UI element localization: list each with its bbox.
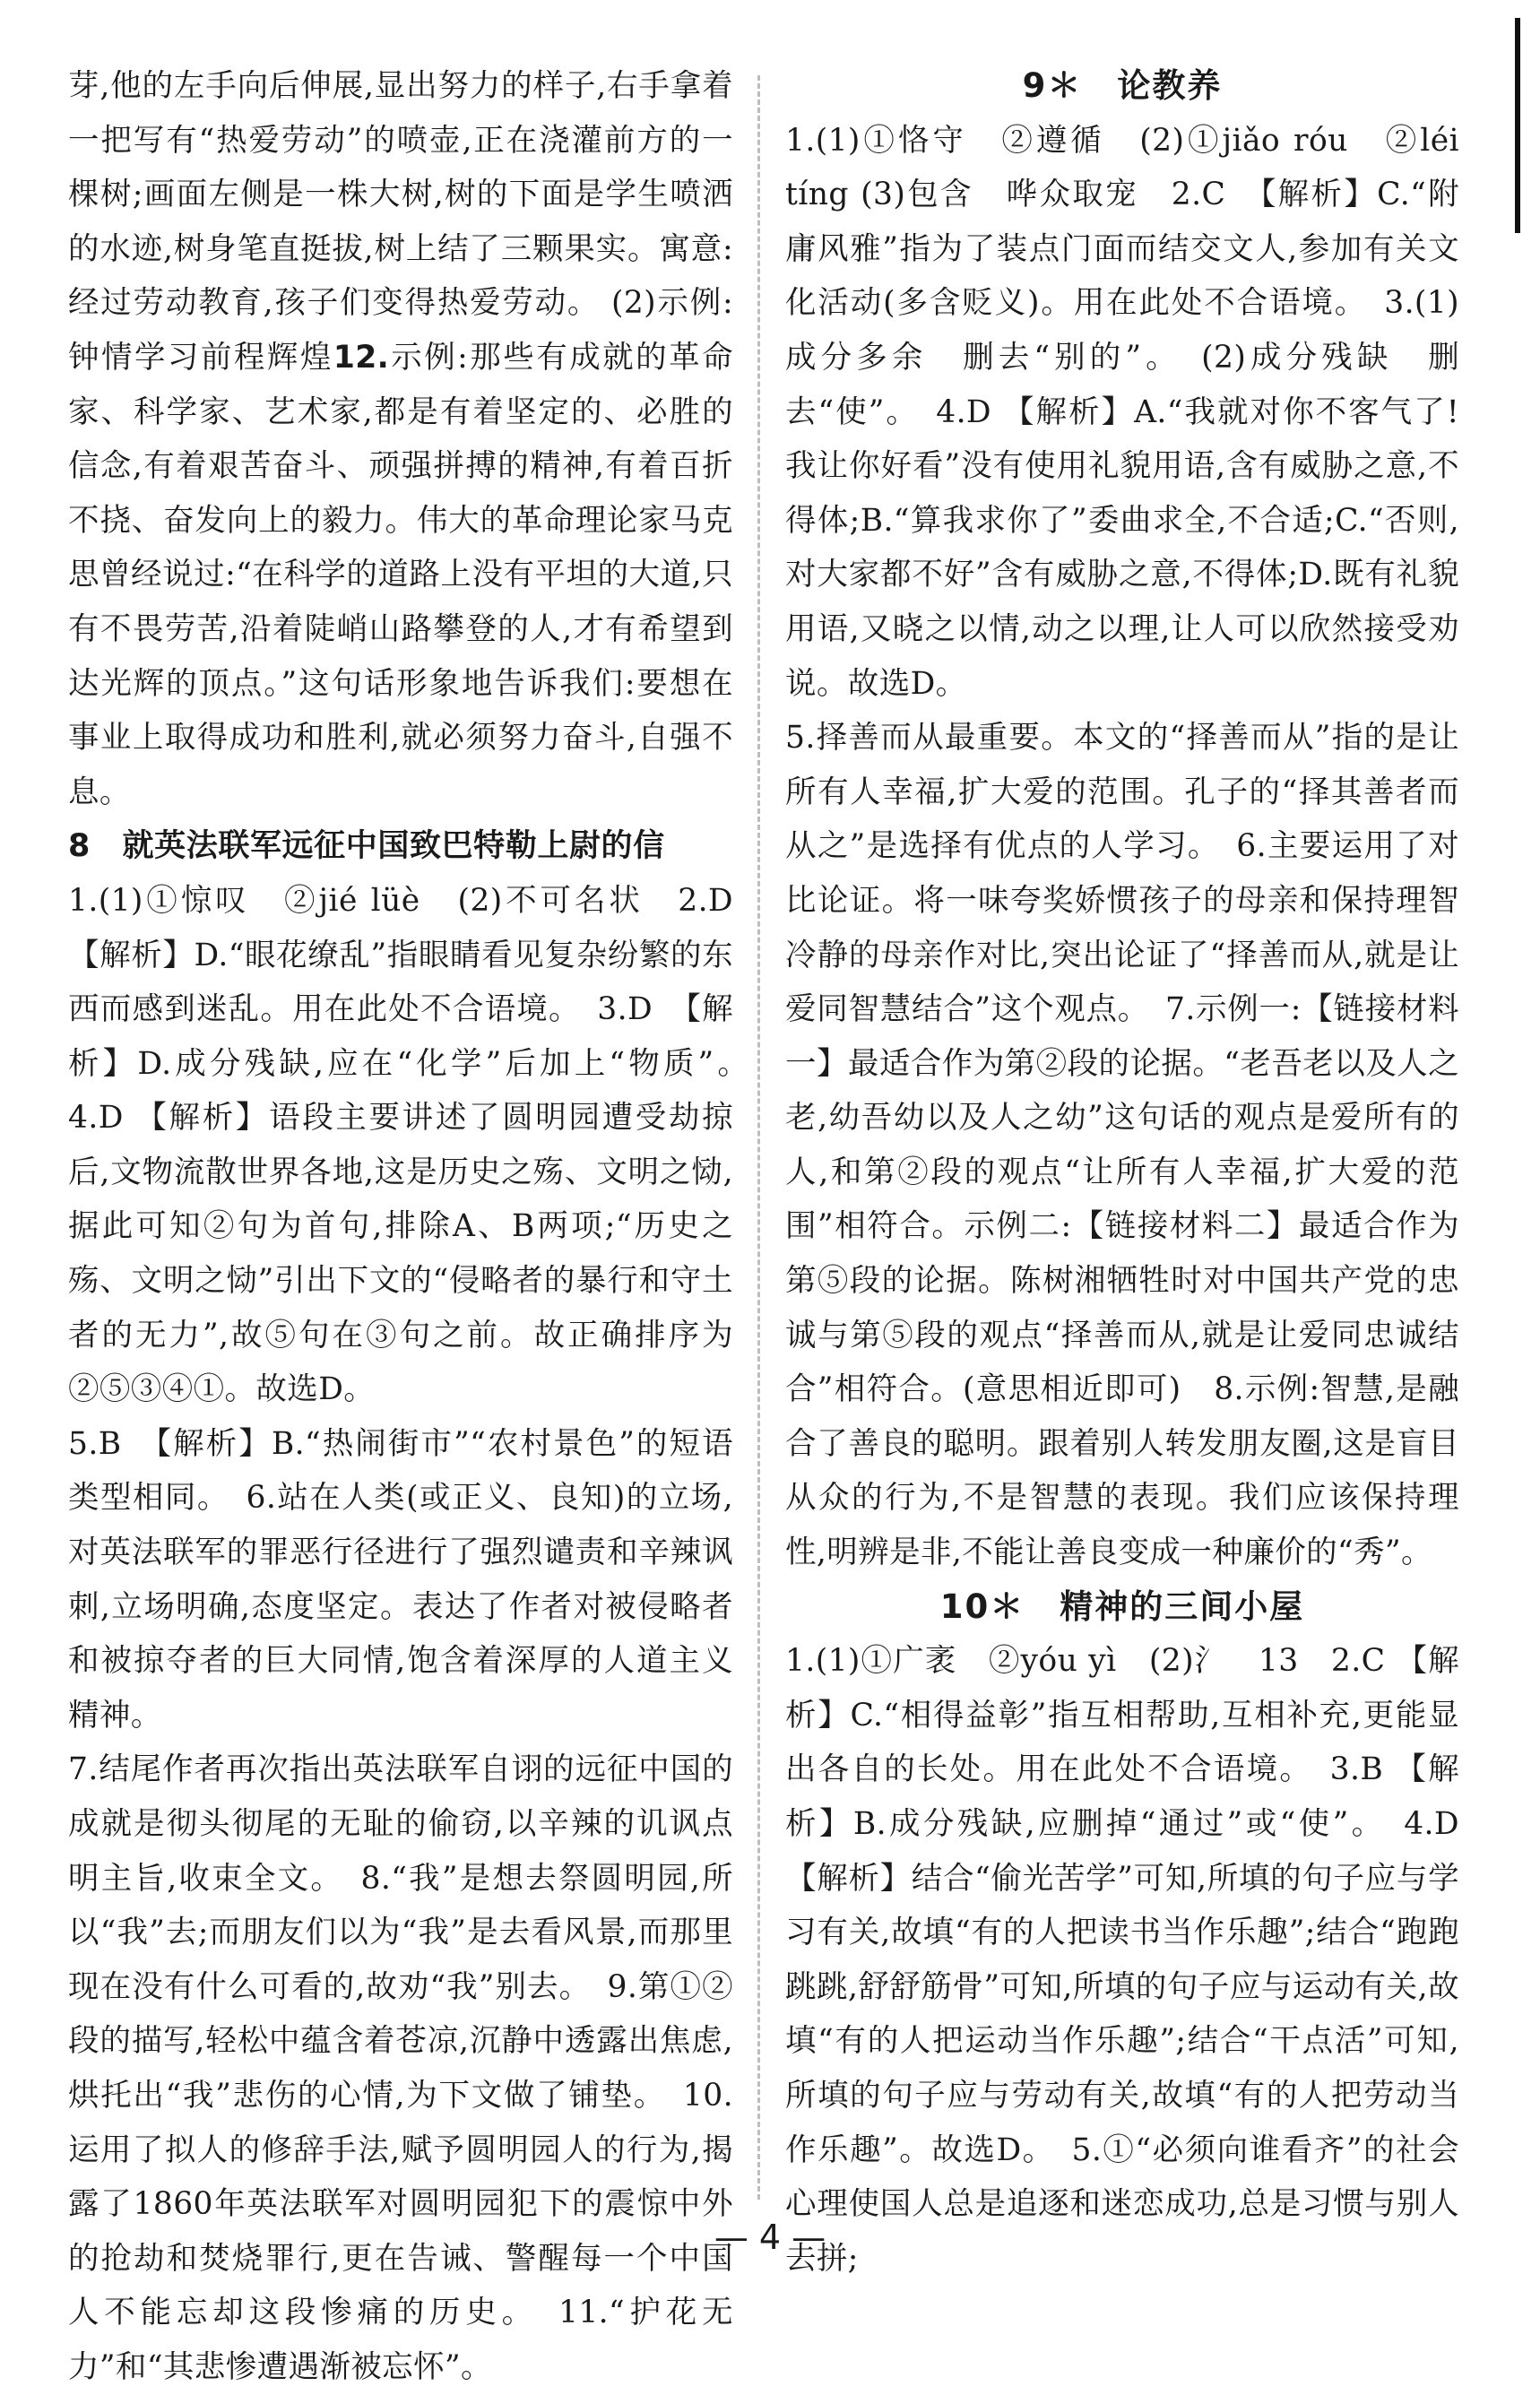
section-heading-8: 8 就英法联军远征中国致巴特勒上尉的信 [68, 828, 665, 865]
answer-paragraph [68, 59, 733, 819]
column-divider [757, 75, 760, 2200]
right-column [785, 59, 1459, 2286]
answer-text: 芽,他的左手向后伸展,显出努力的样子,右手拿着一把写有“热爱劳动”的喷壶,正在浇灌前方的一棵树;画面左侧是一株大树,树的下面是学生喷洒的水迹,树身笔直挺拔,树上结了三颗果实。寓意:经过劳动教育,孩子们变得热爱劳动。 (2)示例:钟情学习前程辉煌 [68, 68, 733, 376]
answer-text: 示例:那些有成就的革命家、科学家、艺术家,都是有着坚定的、必胜的信念,有着艰苦奋斗、顽强拼搏的精神,有着百折不挠、奋发向上的毅力。伟大的革命理论家马克思曾经说过:“在科学的道路上没有平坦的大道,只有不畏劳苦,沿着陡峭山路攀登的人,才有希望到达光辉的顶点。”这句话形象地告诉我们:要想在事业上取得成功和胜利,就必须努力奋斗,自强不息。 [68, 339, 733, 810]
answer-paragraph: 7.结尾作者再次指出英法联军自诩的远征中国的成就是彻头彻尾的无耻的偷窃,以辛辣的讥讽点明主旨,收束全文。 8.“我”是想去祭圆明园,所以“我”去;而朋友们以为“我”是去看风景,而那里现在没有什么可看的,故劝“我”别去。 9.第①②段的描写,轻松中蕴含着苍凉,沉静中透露出焦虑,烘托出“我”悲伤的心情,为下文做了铺垫。 10.运用了拟人的修辞手法,赋予圆明园人的行为,揭露了1860年英法联军对圆明园犯下的震惊中外的抢劫和焚烧罪行,更在告诫、警醒每一个中国人不能忘却这段惨痛的历史。 11.“护花无力”和“其悲惨遭遇渐被忘怀”。 [68, 1751, 733, 2385]
question-number: 12. [333, 339, 390, 376]
answer-paragraph: 1.(1)①广袤 ②yóu yì (2)氵 13 2.C 【解析】C.“相得益彰”指互相帮助,互相补充,更能显出各自的长处。用在此处不合语境。 3.B 【解析】B.成分残缺,应删掉“通过”或“使”。 4.D 【解析】结合“偷光苦学”可知,所填的句子应与学习有关,故填“有的人把读书当作乐趣”;结合“跑跑跳跳,舒舒筋骨”可知,所填的句子应与运动有关,故填“有的人把运动当作乐趣”;结合“干点活”可知,所填的句子应与劳动有关,故填“有的人把劳动当作乐趣”。故选D。 5.①“必须向谁看齐”的社会心理使国人总是追逐和迷恋成功,总是习惯与别人去拼; [785, 1643, 1459, 2277]
page-edge-bar [1515, 18, 1520, 233]
answer-paragraph: 1.(1)①恪守 ②遵循 (2)①jiǎo róu ②léi tíng (3)包含 哗众取宠 2.C 【解析】C.“附庸风雅”指为了装点门面而结交文人,参加有关文化活动(多含贬义)。用在此处不合语境。 3.(1)成分多余 删去“别的”。 (2)成分残缺 删去“使”。 4.D 【解析】A.“我就对你不客气了!我让你好看”没有使用礼貌用语,含有威胁之意,不得体;B.“算我求你了”委曲求全,不合适;C.“否则,对大家都不好”含有威胁之意,不得体;D.既有礼貌用语,又晓之以情,动之以理,让人可以欣然接受劝说。故选D。 [785, 122, 1459, 702]
answer-paragraph: 5.择善而从最重要。本文的“择善而从”指的是让所有人幸福,扩大爱的范围。孔子的“择其善者而从之”是选择有优点的人学习。 6.主要运用了对比论证。将一味夸奖娇惯孩子的母亲和保持理智冷静的母亲作对比,突出论证了“择善而从,就是让爱同智慧结合”这个观点。 7.示例一:【链接材料一】最适合作为第②段的论据。“老吾老以及人之老,幼吾幼以及人之幼”这句话的观点是爱所有的人,和第②段的观点“让所有人幸福,扩大爱的范围”相符合。示例二:【链接材料二】最适合作为第⑤段的论据。陈树湘牺牲时对中国共产党的忠诚与第⑤段的观点“择善而从,就是让爱同忠诚结合”相符合。(意思相近即可) 8.示例:智慧,是融合了善良的聪明。跟着别人转发朋友圈,这是盲目从众的行为,不是智慧的表现。我们应该保持理性,明辨是非,不能让善良变成一种廉价的“秀”。 [785, 720, 1459, 1571]
answer-paragraph: 5.B 【解析】B.“热闹街市”“农村景色”的短语类型相同。 6.站在人类(或正义、良知)的立场,对英法联军的罪恶行径进行了强烈谴责和辛辣讽刺,立场明确,态度坚定。表达了作者对被侵略者和被掠夺者的巨大同情,饱含着深厚的人道主义精神。 [68, 1425, 733, 1734]
answer-paragraph: 1.(1)①惊叹 ②jié lüè (2)不可名状 2.D 【解析】D.“眼花缭乱”指眼睛看见复杂纷繁的东西而感到迷乱。用在此处不合语境。 3.D 【解析】D.成分残缺,应在“化学”后加上“物质”。 4.D 【解析】语段主要讲述了圆明园遭受劫掠后,文物流散世界各地,这是历史之殇、文明之恸,据此可知②句为首句,排除A、B两项;“历史之殇、文明之恸”引出下文的“侵略者的暴行和守土者的无力”,故⑤句在③句之前。故正确排序为②⑤③④①。故选D。 [68, 882, 765, 1408]
section-heading-10: 10＊ 精神的三间小屋 [939, 1587, 1305, 1626]
left-column [68, 59, 765, 2395]
section-heading-9: 9＊ 论教养 [1022, 66, 1223, 105]
page-number: — 4 — [714, 2218, 826, 2257]
